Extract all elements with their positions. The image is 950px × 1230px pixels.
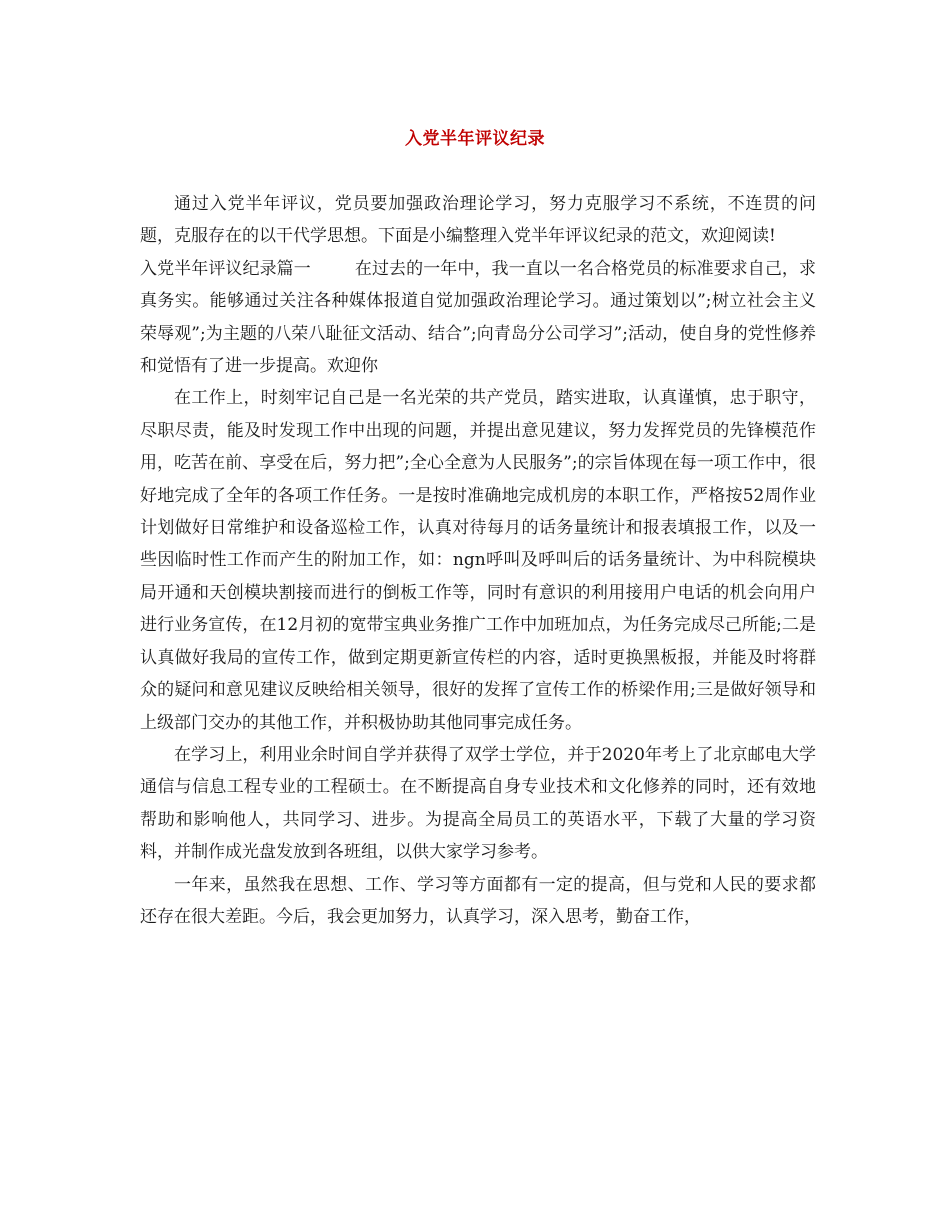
conclusion-paragraph: 一年来，虽然我在思想、工作、学习等方面都有一定的提高，但与党和人民的要求都还存在很大差距。今后，我会更加努力，认真学习，深入思考，勤奋工作，: [140, 874, 816, 927]
section1-paragraph: [140, 253, 816, 383]
work-paragraph: 在工作上，时刻牢记自己是一名光荣的共产党员，踏实进取，认真谨慎，忠于职守，尽职尽责，能及时发现工作中出现的问题，并提出意见建议，努力发挥党员的先锋模范作用，吃苦在前、享受在后，努力把”;全心全意为人民服务”;的宗旨体现在每一项工作中，很好地完成了全年的各项工作任务。一是按时准确地完成机房的本职工作，严格按52周作业计划做好日常维护和设备巡检工作，认真对待每月的话务量统计和报表填报工作，以及一些因临时性工作而产生的附加工作，如：ngn呼叫及呼叫后的话务量统计、为中科院模块局开通和天创模块割接而进行的倒板工作等，同时有意识的利用接用户电话的机会向用户进行业务宣传，在12月初的宽带宝典业务推广工作中加班加点，为任务完成尽己所能;二是认真做好我局的宣传工作，做到定期更新宣传栏的内容，适时更换黑板报，并能及时将群众的疑问和意见建议反映给相关领导，很好的发挥了宣传工作的桥梁作用;三是做好领导和上级部门交办的其他工作，并积极协助其他同事完成任务。: [140, 388, 816, 733]
document-body: [140, 188, 816, 933]
section1-text: 在过去的一年中，我一直以一名合格党员的标准要求自己，求真务实。能够通过关注各种媒体报道自觉加强政治理论学习。通过策划以”;树立社会主义荣辱观”;为主题的八荣八耻征文活动、结合”;向青岛分公司学习”;活动，使自身的党性修养和觉悟有了进一步提高。欢迎你: [140, 258, 817, 377]
section1-heading: 入党半年评议纪录篇一: [140, 258, 311, 279]
document-title: 入党半年评议纪录: [405, 129, 545, 149]
study-paragraph: 在学习上，利用业余时间自学并获得了双学士学位，并于2020年考上了北京邮电大学通信与信息工程专业的工程硕士。在不断提高自身专业技术和文化修养的同时，还有效地帮助和影响他人，共同学习、进步。为提高全局员工的英语水平，下载了大量的学习资料，并制作成光盘发放到各班组，以供大家学习参考。: [140, 744, 816, 863]
intro-paragraph: 通过入党半年评议，党员要加强政治理论学习，努力克服学习不系统，不连贯的问题，克服存在的以干代学思想。下面是小编整理入党半年评议纪录的范文，欢迎阅读!: [140, 194, 816, 247]
